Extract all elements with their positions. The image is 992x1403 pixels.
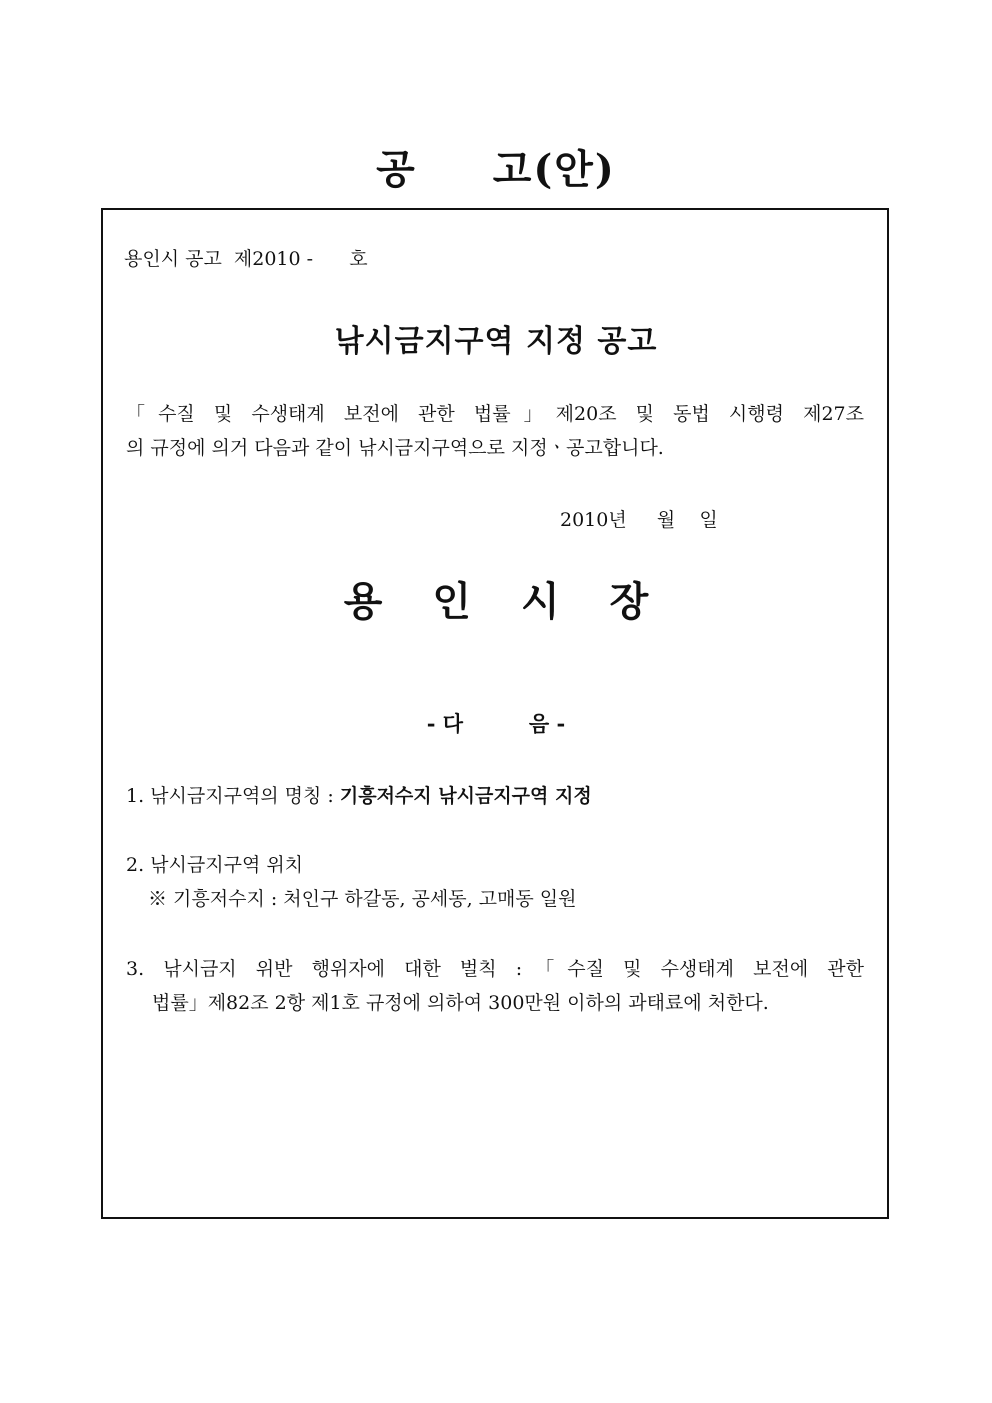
signatory: 용인시장 [343, 578, 699, 625]
item-2-detail: ※ 기흥저수지 : 처인구 하갈동, 공세동, 고매동 일원 [148, 888, 577, 910]
section-heading: - 다 음 - [426, 711, 566, 736]
item-1-value: 기흥저수지 낚시금지구역 지정 [339, 785, 592, 807]
item-2-label: 2. 낚시금지구역 위치 [126, 854, 304, 876]
item-3-line-2: 법률」제82조 2항 제1호 규정에 의하여 300만원 이하의 과태료에 처한다. [152, 992, 769, 1014]
intro-paragraph [126, 397, 864, 465]
notice-date: 2010년 월 일 [560, 509, 718, 531]
notice-number: 용인시 공고 제2010 - 호 [124, 248, 368, 270]
item-1-label: 1. 낚시금지구역의 명칭 : [126, 785, 340, 807]
page-title: 공 고(안) [376, 146, 616, 193]
list-item-name [126, 779, 864, 813]
list-item-penalty [126, 952, 864, 1020]
list-item-location [126, 848, 864, 916]
intro-line-2: 의 규정에 의거 다음과 같이 낚시금지구역으로 지정ㆍ공고합니다. [126, 437, 664, 459]
intro-line-1: 「수질 및 수생태계 보전에 관한 법률」제20조 및 동법 시행령 제27조 [126, 403, 864, 425]
item-3-line-1: 3. 낚시금지 위반 행위자에 대한 벌칙 :「수질 및 수생태계 보전에 관한 [126, 958, 864, 980]
notice-heading: 낚시금지구역 지정 공고 [334, 324, 658, 359]
